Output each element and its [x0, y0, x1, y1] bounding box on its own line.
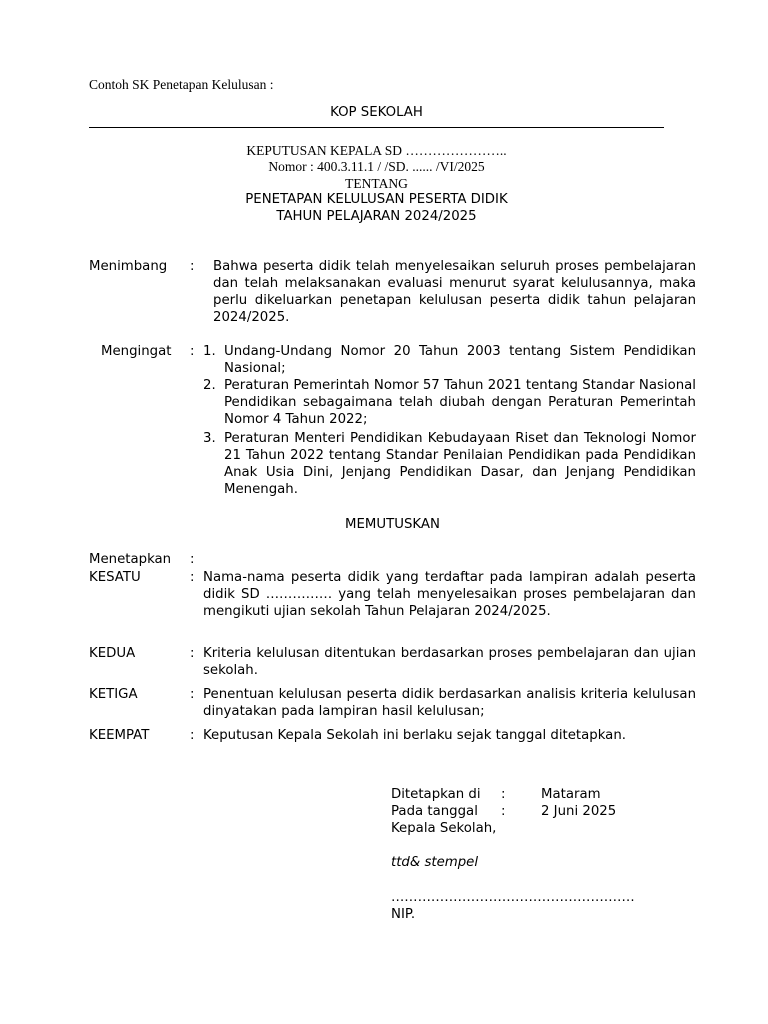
nip-label: NIP. — [391, 907, 416, 922]
memutuskan-heading: MEMUTUSKAN — [345, 517, 440, 532]
decision-colon: : — [190, 570, 195, 585]
menimbang-label: Menimbang — [89, 259, 168, 274]
header-tentang: TENTANG — [345, 176, 408, 191]
decision-colon: : — [190, 728, 195, 743]
decision-colon: : — [190, 687, 195, 702]
header-keputusan: KEPUTUSAN KEPALA SD ………………….. — [246, 143, 507, 158]
kop-sekolah: KOP SEKOLAH — [330, 105, 423, 120]
date-label: Pada tanggal — [391, 804, 478, 819]
place-label: Ditetapkan di — [391, 787, 481, 802]
decision-label: KESATU — [89, 570, 141, 585]
date-colon: : — [501, 804, 506, 819]
menimbang-text: Bahwa peserta didik telah menyelesaikan seluruh proses pembelajaran dan telah melaksanakan evaluasi menurut syarat kelulusannya, maka perlu dikeluarkan penetapan kelulusan peserta didik tahun pelajaran 2024/2025. — [213, 259, 696, 325]
mengingat-item-text: Peraturan Pemerintah Nomor 57 Tahun 2021 tentang Standar Nasional Pendidikan sebagaimana telah diubah dengan Peraturan Pemerintah Nomor 4 Tahun 2022; — [224, 378, 696, 427]
decision-label: KETIGA — [89, 687, 138, 702]
ttd-stempel: ttd& stempel — [391, 855, 479, 870]
signature-dots: ………………………………………………. — [391, 890, 635, 905]
decision-label: KEEMPAT — [89, 728, 150, 743]
decision-text: Nama-nama peserta didik yang terdaftar pada lampiran adalah peserta didik SD …………… yang telah menyelesaikan proses pembelajaran dan mengikuti ujian sekolah Tahun Pelajaran 2024/2025. — [203, 570, 696, 619]
decision-text: Kriteria kelulusan ditentukan berdasarkan proses pembelajaran dan ujian sekolah. — [203, 646, 696, 678]
decision-colon: : — [190, 646, 195, 661]
mengingat-label: Mengingat — [101, 344, 172, 359]
menimbang-colon: : — [190, 259, 195, 274]
decision-text: Penentuan kelulusan peserta didik berdasarkan analisis kriteria kelulusan dinyatakan pada lampiran hasil kelulusan; — [203, 687, 696, 719]
menetapkan-colon: : — [190, 552, 195, 567]
mengingat-colon: : — [190, 344, 195, 359]
mengingat-item-number: 2. — [203, 378, 216, 393]
decision-text: Keputusan Kepala Sekolah ini berlaku sejak tanggal ditetapkan. — [203, 728, 626, 743]
mengingat-item-text: Undang-Undang Nomor 20 Tahun 2003 tentang Sistem Pendidikan Nasional; — [224, 344, 696, 376]
header-title-1: PENETAPAN KELULUSAN PESERTA DIDIK — [245, 192, 508, 207]
header-nomor: Nomor : 400.3.11.1 / /SD. ...... /VI/2025 — [268, 159, 485, 174]
place-value: Mataram — [541, 787, 601, 802]
header-title-2: TAHUN PELAJARAN 2024/2025 — [276, 209, 477, 224]
place-colon: : — [501, 787, 506, 802]
menetapkan-label: Menetapkan — [89, 552, 172, 567]
mengingat-item-text: Peraturan Menteri Pendidikan Kebudayaan Riset dan Teknologi Nomor 21 Tahun 2022 tentang Standar Penilaian Pendidikan pada Pendidikan Anak Usia Dini, Jenjang Pendidikan Dasar, dan Jenjang Pendidikan Menengah. — [224, 431, 696, 497]
kop-divider — [89, 127, 664, 128]
signatory-role: Kepala Sekolah, — [391, 821, 497, 836]
date-value: 2 Juni 2025 — [541, 804, 617, 819]
mengingat-item-number: 1. — [203, 344, 216, 359]
mengingat-item-number: 3. — [203, 431, 216, 446]
intro-text: Contoh SK Penetapan Kelulusan : — [89, 77, 274, 92]
decision-label: KEDUA — [89, 646, 136, 661]
